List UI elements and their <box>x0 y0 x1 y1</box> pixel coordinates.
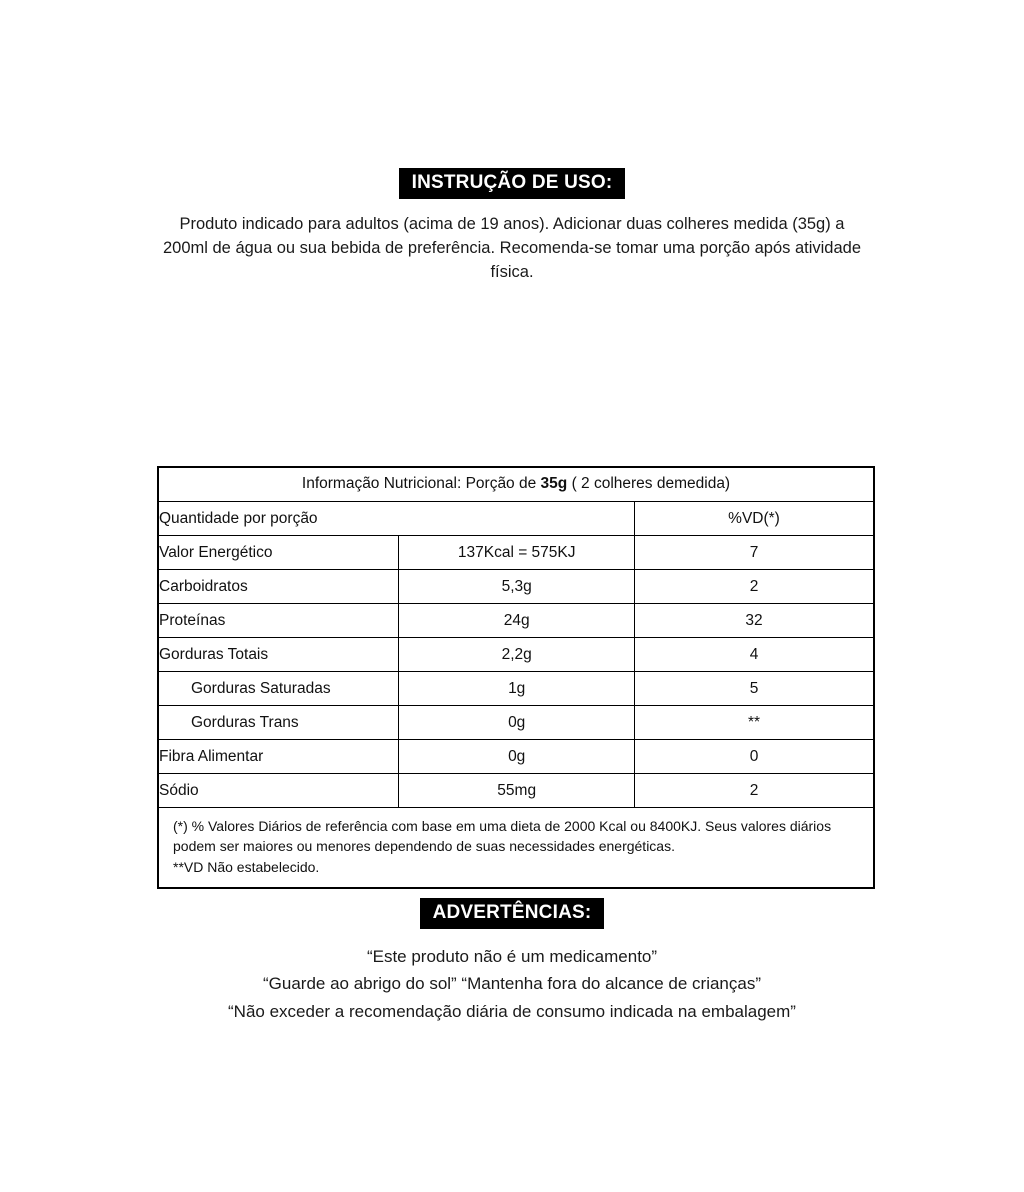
table-row <box>159 706 873 740</box>
warnings-heading: ADVERTÊNCIAS: <box>420 898 605 929</box>
row-label: Sódio <box>159 774 399 808</box>
warning-line: “Não exceder a recomendação diária de consumo indicada na embalagem” <box>228 1002 796 1021</box>
table-row <box>159 570 873 604</box>
nutrition-title-portion: 35g <box>540 475 568 493</box>
row-vd: 7 <box>635 536 874 570</box>
row-label: Carboidratos <box>159 570 399 604</box>
row-label: Fibra Alimentar <box>159 740 399 774</box>
table-header-row <box>159 502 873 536</box>
table-row <box>159 672 873 706</box>
table-row <box>159 536 873 570</box>
row-value: 5,3g <box>399 570 635 604</box>
nutrition-title-prefix: Informação Nutricional: Porção de <box>301 475 541 493</box>
row-value: 2,2g <box>399 638 635 672</box>
row-value: 0g <box>399 740 635 774</box>
row-value: 24g <box>399 604 635 638</box>
row-vd: 32 <box>635 604 874 638</box>
row-vd: 2 <box>635 774 874 808</box>
table-row <box>159 774 873 808</box>
footnote-not-established: **VD Não estabelecido. <box>173 858 320 875</box>
row-value: 137Kcal = 575KJ <box>399 536 635 570</box>
row-label: Valor Energético <box>159 536 399 570</box>
table-title-row <box>159 468 873 502</box>
row-label: Gorduras Totais <box>159 638 399 672</box>
nutrition-title-cell <box>159 468 873 502</box>
warning-line: “Guarde ao abrigo do sol” “Mantenha fora do alcance de crianças” <box>262 974 761 994</box>
nutrition-table <box>157 466 875 889</box>
row-vd: ** <box>635 706 874 740</box>
row-label: Proteínas <box>159 604 399 638</box>
row-value: 0g <box>399 706 635 740</box>
row-value: 1g <box>399 672 635 706</box>
row-value: 55mg <box>399 774 635 808</box>
instruction-text: Produto indicado para adultos (acima de 19 anos). Adicionar duas colheres medida (35g) a 200ml de água ou sua bebida de preferência. Recomenda-se tomar uma porção após atividade física. <box>162 214 862 281</box>
warnings-section <box>0 898 1024 1026</box>
instruction-heading-container <box>0 168 1024 199</box>
nutrition-label-page <box>0 168 1024 1192</box>
header-quantity: Quantidade por porção <box>159 502 635 536</box>
instruction-heading: INSTRUÇÃO DE USO: <box>399 168 626 199</box>
header-vd: %VD(*) <box>635 502 874 536</box>
nutrition-title-suffix: ( 2 colheres demedida) <box>567 475 731 493</box>
table-row <box>159 604 873 638</box>
row-vd: 2 <box>635 570 874 604</box>
row-label: Gorduras Saturadas <box>159 672 399 706</box>
row-vd: 5 <box>635 672 874 706</box>
table-row <box>159 740 873 774</box>
table-row <box>159 638 873 672</box>
footnote-daily-values: (*) % Valores Diários de referência com base em uma dieta de 2000 Kcal ou 8400KJ. Seus valores diários podem ser maiores ou menores dependendo de suas necessidades energéticas. <box>173 818 832 855</box>
warnings-lines <box>0 943 1024 1026</box>
warning-line: “Este produto não é um medicamento” <box>366 946 658 966</box>
nutrition-footnotes <box>159 807 873 887</box>
row-vd: 0 <box>635 740 874 774</box>
row-vd: 4 <box>635 638 874 672</box>
row-label: Gorduras Trans <box>159 706 399 740</box>
